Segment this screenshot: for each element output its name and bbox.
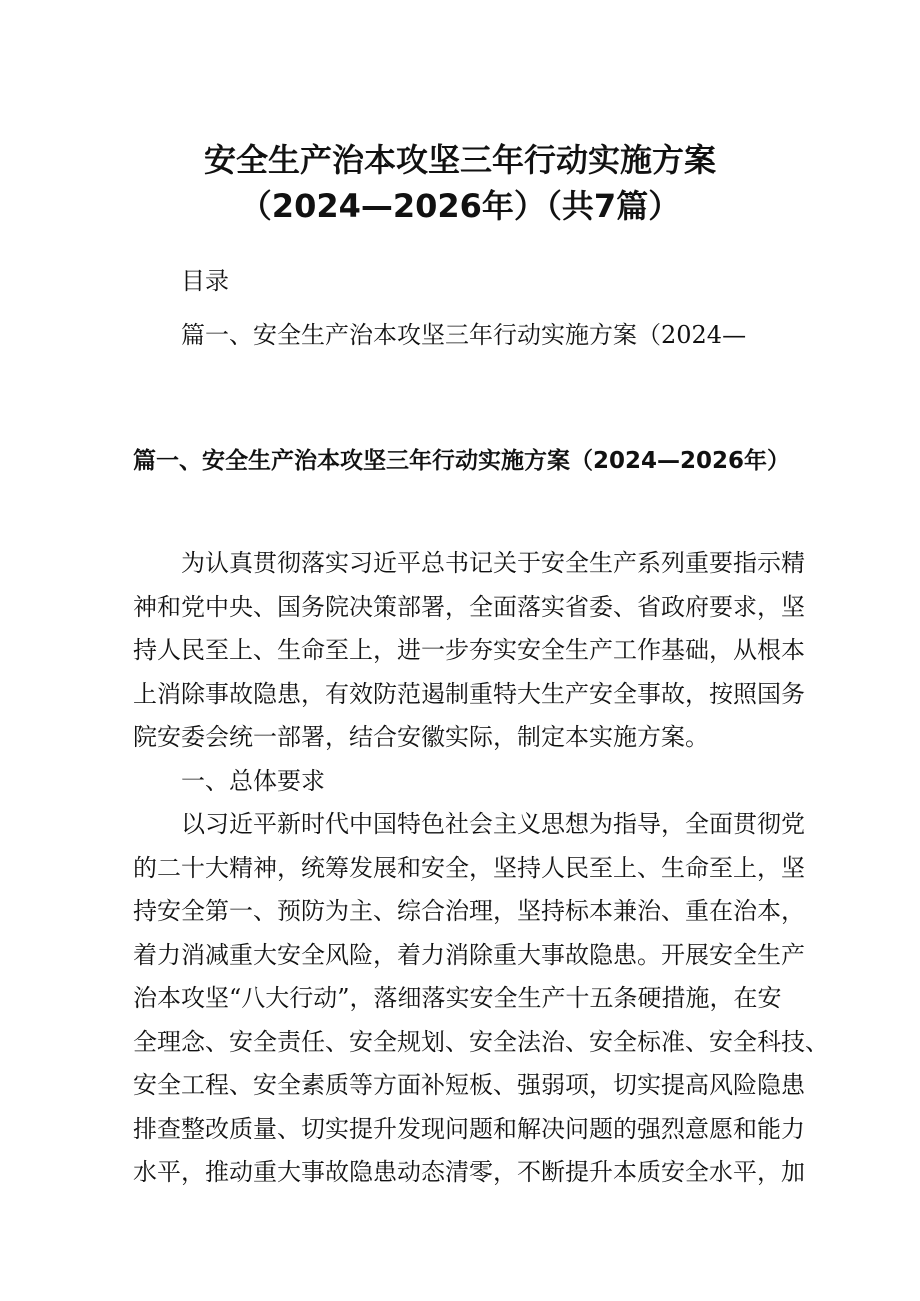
paragraph-line: 水平，推动重大事故隐患动态清零，不断提升本质安全水平，加 [133, 1158, 805, 1186]
section-heading: 篇一、安全生产治本攻坚三年行动实施方案（2024—2026年） [133, 448, 791, 474]
paragraph-line: 上消除事故隐患，有效防范遏制重特大生产安全事故，按照国务 [133, 679, 805, 708]
paragraph-line: 以习近平新时代中国特色社会主义思想为指导，全面贯彻党 [133, 810, 805, 838]
subsection-heading [133, 760, 813, 804]
paragraph-1 [133, 542, 813, 760]
paragraph-line: 的二十大精神，统筹发展和安全，坚持人民至上、生命至上，坚 [133, 853, 805, 882]
paragraph-line: 安全工程、安全素质等方面补短板、强弱项，切实提高风险隐患 [133, 1071, 805, 1099]
paragraph-line: 全理念、安全责任、安全规划、安全法治、安全标准、安全科技、 [133, 1027, 829, 1056]
toc-item-1[interactable]: 篇一、安全生产治本攻坚三年行动实施方案（2024— [181, 321, 747, 349]
document-title-line-2: （2024—2026年）（共7篇） [239, 187, 681, 225]
paragraph-line: 院安委会统一部署，结合安徽实际，制定本实施方案。 [133, 723, 709, 751]
paragraph-line: 着力消减重大安全风险，着力消除重大事故隐患。开展安全生产 [133, 940, 805, 969]
paragraph-line: 治本攻坚“八大行动”，落细落实安全生产十五条硬措施，在安 [133, 984, 782, 1012]
document-title-line-1: 安全生产治本攻坚三年行动实施方案 [203, 141, 716, 179]
paragraph-line: 为认真贯彻落实习近平总书记关于安全生产系列重要指示精 [133, 549, 805, 577]
toc-label: 目录 [181, 267, 229, 295]
subsection-heading-text: 一、总体要求 [133, 767, 325, 795]
paragraph-line: 持人民至上、生命至上，进一步夯实安全生产工作基础，从根本 [133, 636, 805, 664]
paragraph-line: 神和党中央、国务院决策部署，全面落实省委、省政府要求，坚 [133, 592, 805, 621]
paragraph-3 [133, 803, 829, 1195]
paragraph-line: 排查整改质量、切实提升发现问题和解决问题的强烈意愿和能力 [133, 1114, 805, 1143]
paragraph-line: 持安全第一、预防为主、综合治理，坚持标本兼治、重在治本， [133, 897, 805, 925]
